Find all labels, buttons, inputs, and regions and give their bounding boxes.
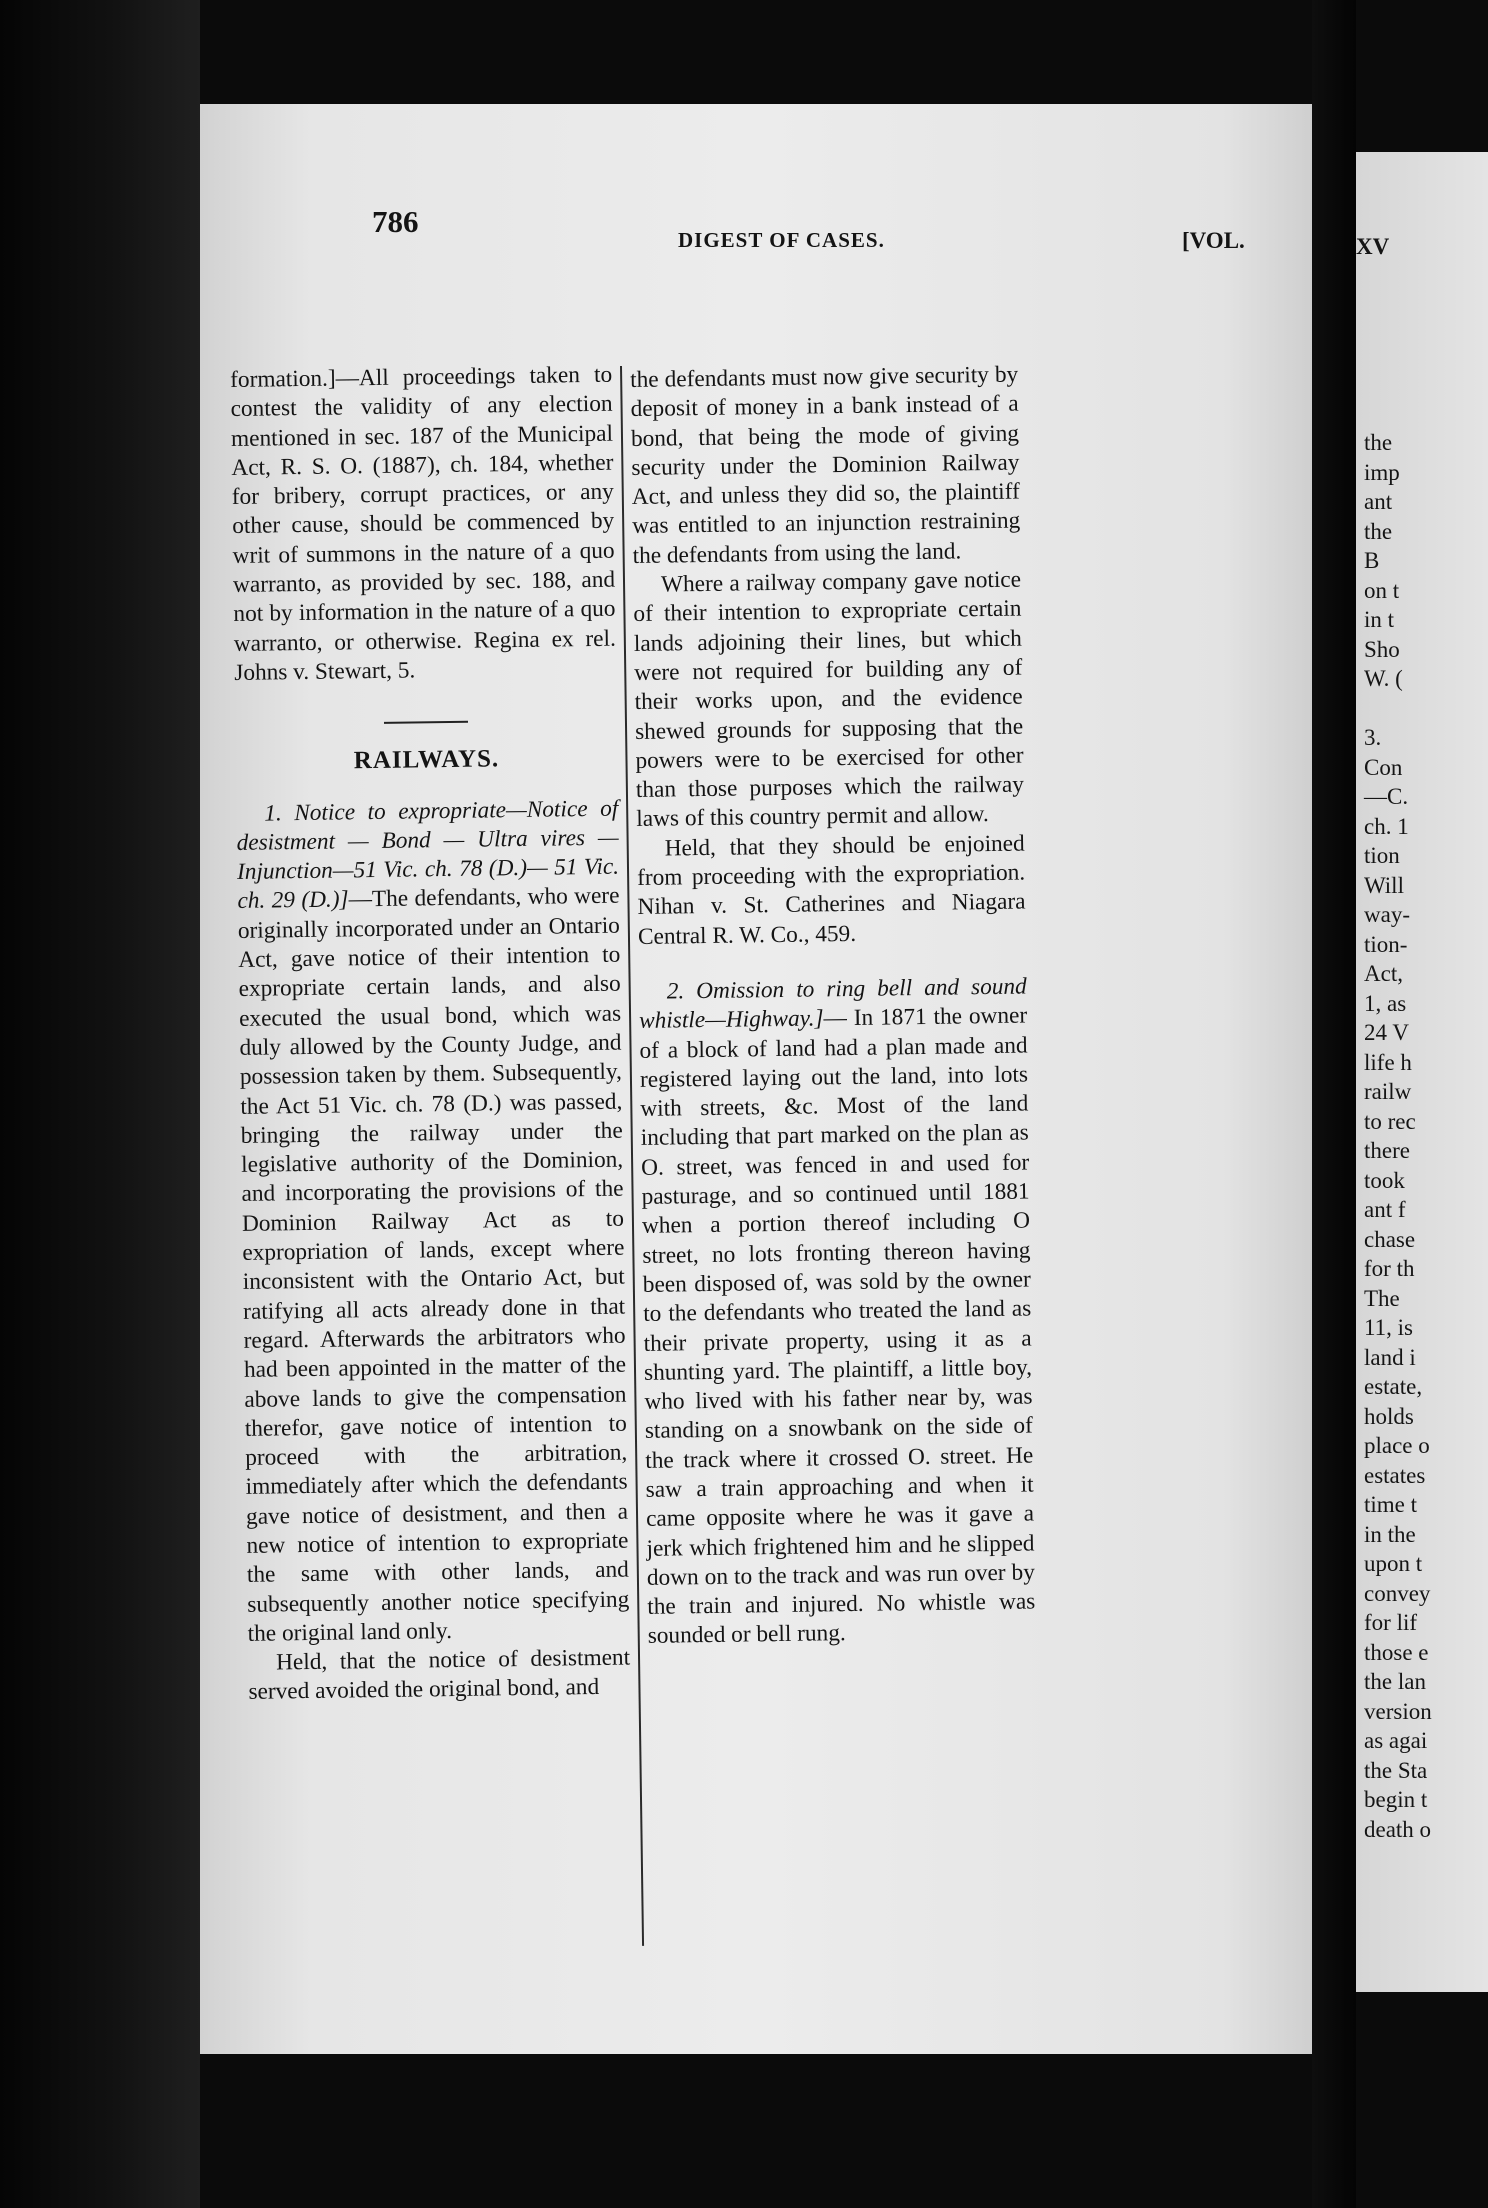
next-page-line: B bbox=[1364, 548, 1380, 573]
next-page-line: 1, as bbox=[1364, 990, 1407, 1016]
next-page-line: —C. bbox=[1364, 784, 1409, 809]
book-gutter bbox=[1312, 0, 1356, 2208]
next-page-line: took bbox=[1364, 1167, 1405, 1193]
case-2-paragraph bbox=[639, 972, 1036, 1651]
next-page-line: Con bbox=[1364, 754, 1403, 780]
next-page-line: death o bbox=[1364, 1816, 1432, 1842]
next-page-line: Act, bbox=[1364, 961, 1403, 986]
next-page-line: in the bbox=[1364, 1521, 1416, 1547]
intro-paragraph: formation.]—All proceedings taken to contest the validity of any election mentioned in sec. 187 of the Municipal Act, R. S. O. (1887), ch. 184, whether for bribery, corrupt practices, or any other cause, should be commenced by writ of summons in the nature of a quo warranto, as provided by sec. 188, and not by information in the nature of a quo warranto, or otherwise. Regina ex rel. Johns v. Stewart, 5. bbox=[230, 361, 617, 686]
next-page-line: railw bbox=[1364, 1079, 1412, 1104]
section-rule bbox=[384, 721, 468, 724]
page-number: 786 bbox=[372, 204, 419, 239]
next-page-line: begin t bbox=[1364, 1787, 1428, 1812]
next-page-line: The bbox=[1364, 1285, 1400, 1311]
next-page-line: land i bbox=[1364, 1344, 1416, 1370]
next-page-line: for lif bbox=[1364, 1610, 1418, 1635]
case-1-heading: 1. Notice to expropriate—Notice of desistment — Bond — Ultra vires —Injunction—51 Vic. ch. 78 (D.)— 51 Vic. ch. 29 (D.)] bbox=[236, 795, 620, 915]
book-page bbox=[200, 104, 1312, 2054]
next-page-line: on t bbox=[1364, 577, 1400, 603]
next-page-line: Sho bbox=[1364, 636, 1400, 662]
next-page-line: the Sta bbox=[1364, 1757, 1428, 1783]
next-page-line: W. ( bbox=[1364, 666, 1403, 691]
next-page-line: chase bbox=[1364, 1226, 1416, 1252]
next-page-line: there bbox=[1364, 1138, 1410, 1163]
next-page-line: version bbox=[1364, 1698, 1432, 1724]
next-page-line: way- bbox=[1364, 902, 1410, 927]
next-page-line: time t bbox=[1364, 1492, 1418, 1517]
next-page-line: as agai bbox=[1364, 1728, 1428, 1753]
case-2-body: — In 1871 the owner of a block of land had a plan made and registered laying out the land, into lots with streets, &c. Most of the land including that part marked on the plan as O. street, was fenced in and used for pasturage, and so continued until 1881 when a portion thereof including O street, no lots fronting thereon having been disposed of, was sold by the owner to the defendants who treated the land as their private property, using it as a shunting yard. The plaintiff, a little boy, who lived with his father near by, was standing on a snowbank on the side of the track where it crossed O. street. He saw a train approaching and when it came opposite where he was it gave a jerk which frightened him and he slipped down on to the track and was run over by the train and injured. No whistle was sounded or bell rung. bbox=[639, 1002, 1036, 1650]
next-page-line: life h bbox=[1364, 1049, 1412, 1075]
next-page-line: convey bbox=[1364, 1580, 1431, 1606]
next-page-fragment bbox=[1356, 152, 1488, 1992]
next-page-line: 24 V bbox=[1364, 1020, 1409, 1045]
next-page-line: upon t bbox=[1364, 1551, 1423, 1576]
next-page-line: place o bbox=[1364, 1433, 1430, 1458]
next-page-line: 3. bbox=[1364, 725, 1382, 750]
next-page-line: Will bbox=[1364, 872, 1404, 898]
next-page-line: ch. 1 bbox=[1364, 813, 1409, 839]
scan-left-margin bbox=[0, 0, 200, 2208]
running-head: DIGEST OF CASES. bbox=[678, 228, 885, 252]
held-paragraph: Held, that they should be enjoined from proceeding with the expropriation. Nihan v. St. Catherines and Niagara Central R. W. Co., 459. bbox=[636, 830, 1026, 950]
next-page-line: the bbox=[1364, 430, 1393, 455]
next-page-header: XV bbox=[1356, 234, 1390, 259]
next-page-line: tion bbox=[1364, 843, 1400, 868]
next-page-line: estate, bbox=[1364, 1374, 1423, 1399]
next-page-line: to rec bbox=[1364, 1108, 1416, 1134]
next-page-line: holds bbox=[1364, 1403, 1414, 1429]
case-1-body: —The defendants, who were originally incorporated under an Ontario Act, gave notice of their intention to expropriate certain lands, and also executed the usual bond, which was duly allowed by the County Judge, and possession taken by them. Subsequently, the Act 51 Vic. ch. 78 (D.) was passed, bringing the railway under the legislative authority of the Dominion, and incorporating the provisions of the Dominion Railway Act as to expropriation of lands, except where inconsistent with the Ontario Act, but ratifying all acts already done in that regard. Afterwards the arbitrators who had been appointed in the matter of the above lands to give the compensation therefor, gave notice of intention to proceed with the arbitration, immediately after which the defendants gave notice of desistment, and then a new notice of intention to expropriate the same with other lands, and subsequently another notice specifying the original land only. bbox=[237, 883, 630, 1647]
left-column bbox=[230, 361, 631, 1708]
next-page-line: those e bbox=[1364, 1639, 1429, 1665]
next-page-line: in t bbox=[1364, 607, 1395, 632]
section-heading: RAILWAYS. bbox=[353, 745, 500, 775]
next-page-line: tion- bbox=[1364, 931, 1408, 957]
case-2-heading: 2. Omission to ring bell and sound whistle—Highway.] bbox=[638, 973, 1027, 1035]
next-page-line: for th bbox=[1364, 1256, 1415, 1281]
case-1-paragraph bbox=[236, 794, 630, 1649]
volume-label: [VOL. bbox=[1182, 228, 1245, 253]
next-page-line: the bbox=[1364, 518, 1393, 544]
next-page-line: imp bbox=[1364, 459, 1400, 485]
next-page-line: the lan bbox=[1364, 1669, 1426, 1694]
next-page-line: 11, is bbox=[1364, 1315, 1413, 1340]
next-page-line: ant f bbox=[1364, 1197, 1406, 1222]
case-1-held: Held, that the notice of desistment served avoided the original bond, and bbox=[248, 1644, 631, 1706]
where-paragraph: Where a railway company gave notice of their intention to expropriate certain lands adjoining their lines, but which were not required for building any of their works upon, and the evidence shewed grounds for supposing that the powers were to be exercised for other than those purposes which the railway laws of this country permit and allow. bbox=[633, 566, 1025, 833]
continuation-paragraph: the defendants must now give security by deposit of money in a bank instead of a bond, that being the mode of giving security under the Dominion Railway Act, and unless they did so, the plaintiff was entitled to an injunction restraining the defendants from using the land. bbox=[630, 361, 1021, 569]
next-page-line: ant bbox=[1364, 489, 1393, 514]
next-page-line: estates bbox=[1364, 1462, 1426, 1488]
right-column bbox=[630, 361, 1036, 1652]
